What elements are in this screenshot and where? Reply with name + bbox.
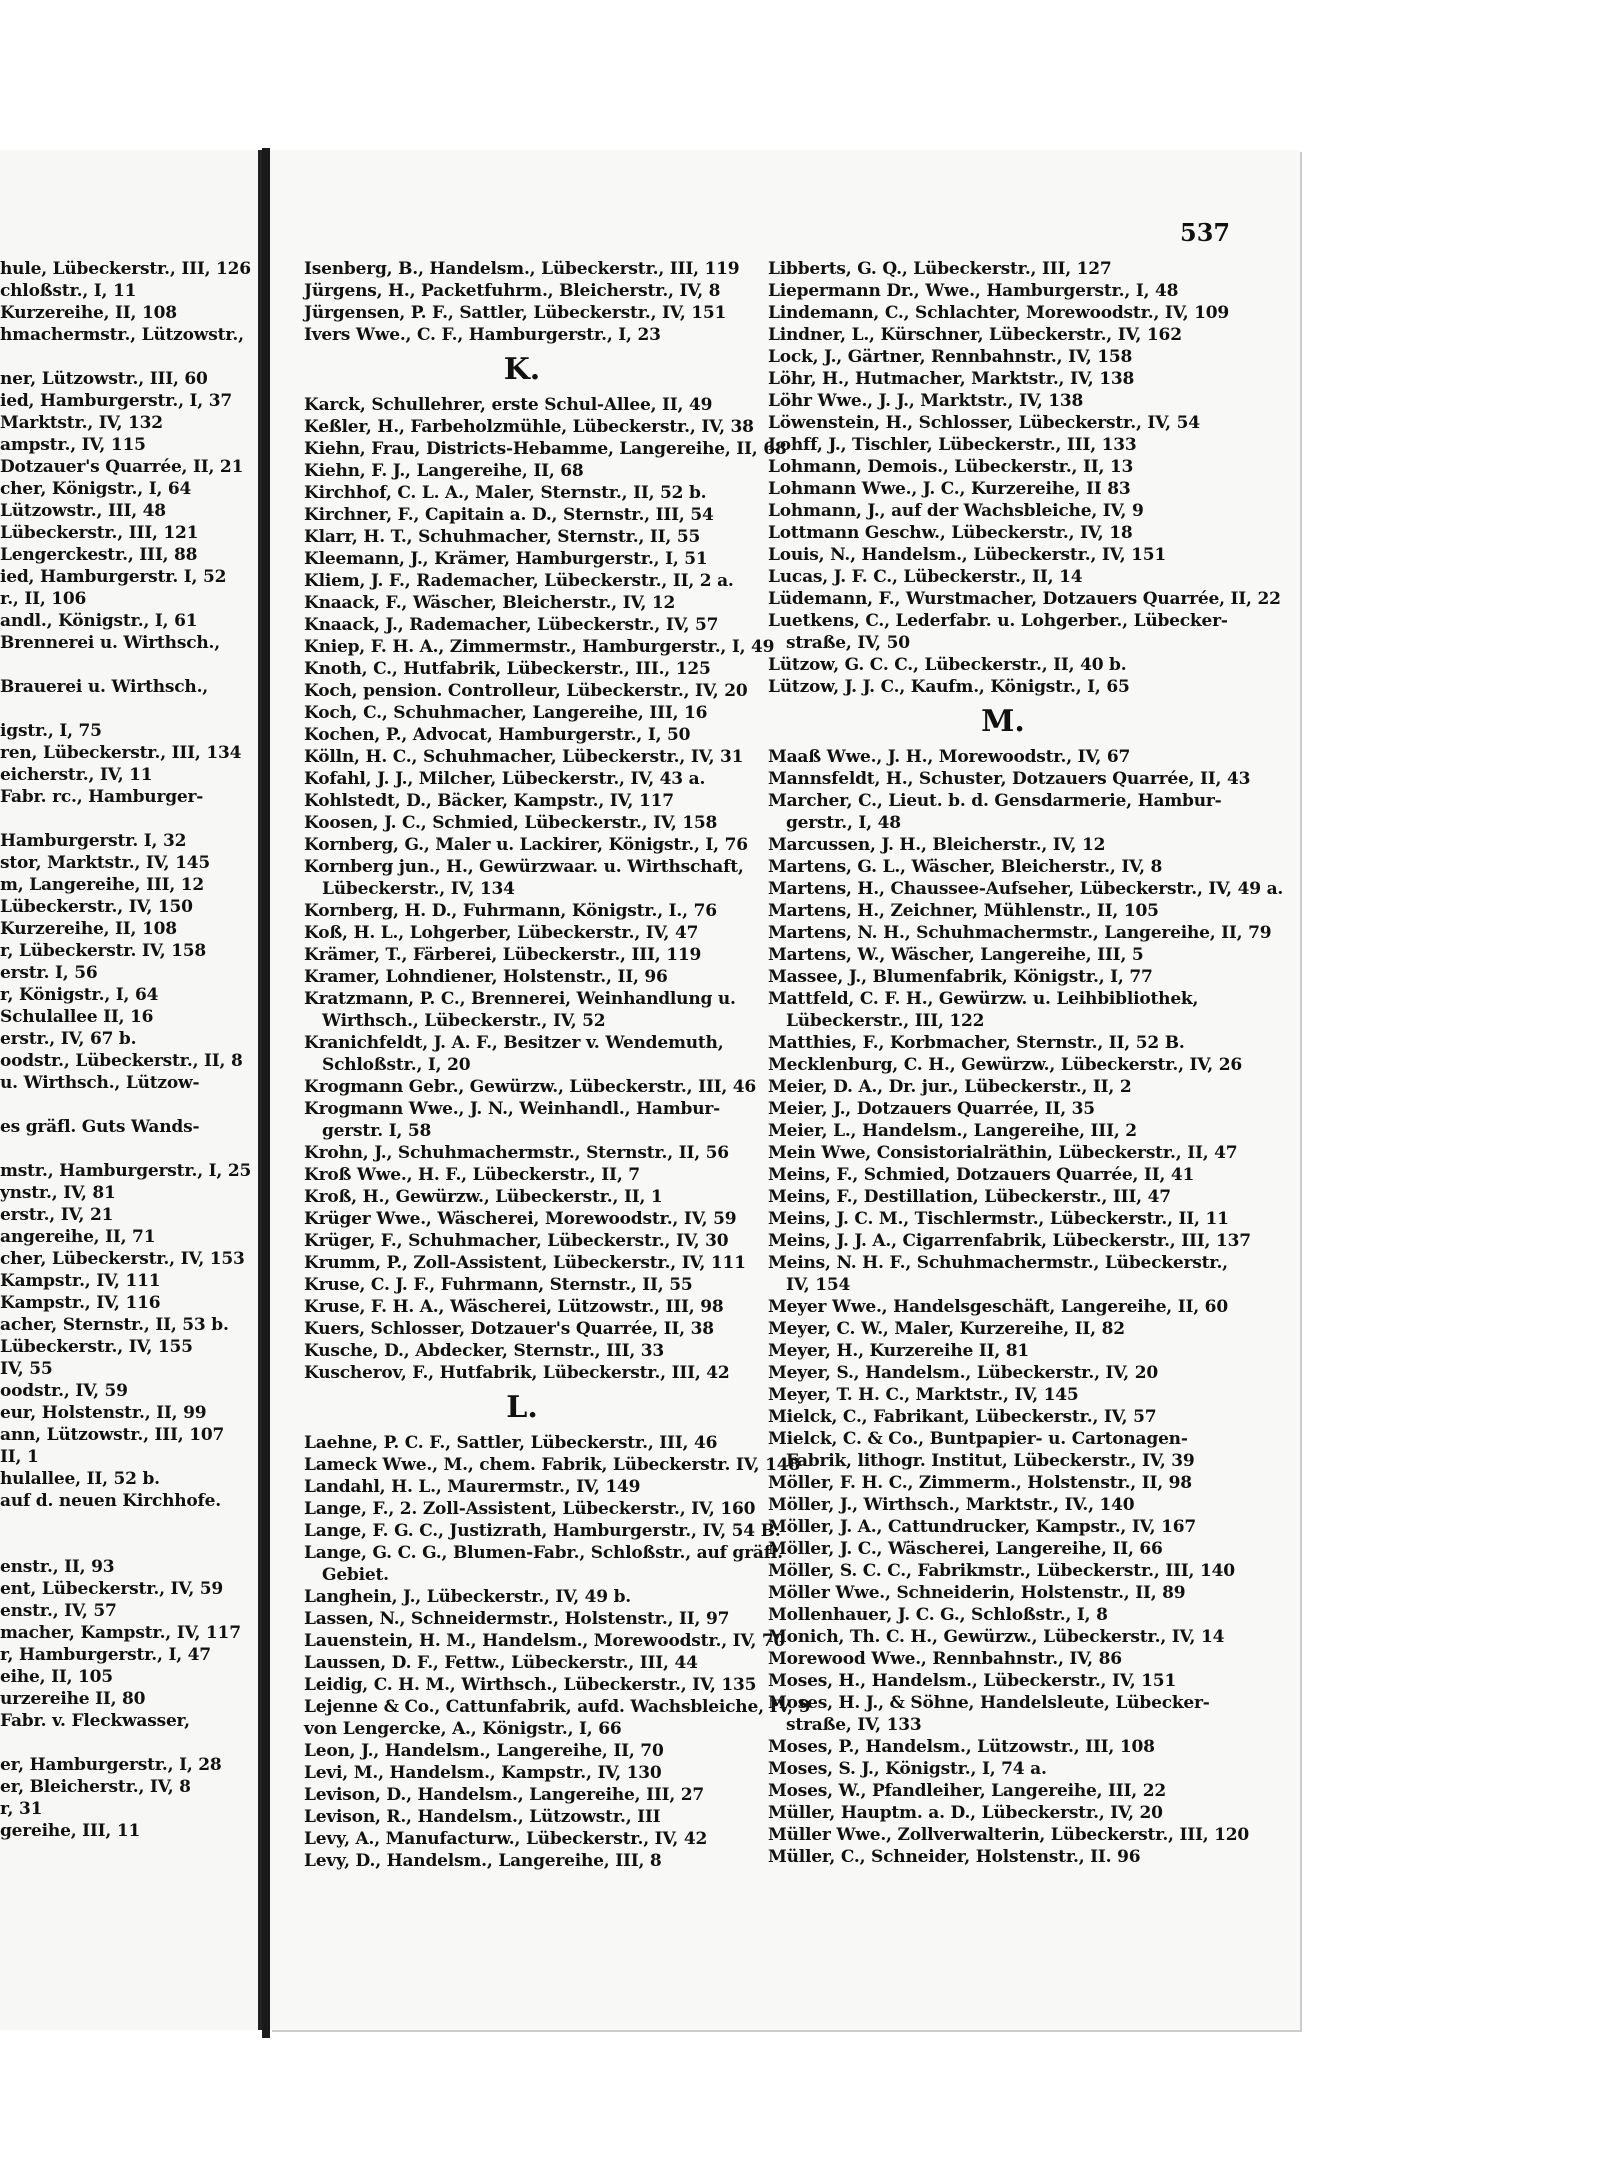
directory-entry: Müller, Hauptm. a. D., Lübeckerstr., IV, 20 (768, 1803, 1163, 1823)
directory-entry-fragment: enstr., IV, 57 (0, 1601, 117, 1621)
directory-entry-fragment: r., II, 106 (0, 589, 87, 609)
directory-entry: Krogmann Wwe., J. N., Weinhandl., Hambur- (304, 1099, 720, 1119)
directory-entry-fragment: m, Langereihe, III, 12 (0, 875, 205, 895)
directory-entry-fragment (0, 1534, 258, 1556)
directory-entry: Kroß, H., Gewürzw., Lübeckerstr., II, 1 (304, 1187, 663, 1207)
directory-entry-fragment (0, 654, 258, 676)
directory-entry: Kranichfeldt, J. A. F., Besitzer v. Wendemuth, (304, 1033, 724, 1053)
directory-entry-fragment: ampstr., IV, 115 (0, 435, 146, 455)
directory-entry: Lützow, J. J. C., Kaufm., Königstr., I, 65 (768, 677, 1130, 697)
directory-entry: Knaack, J., Rademacher, Lübeckerstr., IV, 57 (304, 615, 719, 635)
directory-entry: Lange, G. C. G., Blumen-Fabr., Schloßstr., auf gräfl. (304, 1543, 783, 1563)
directory-entry: Meyer, C. W., Maler, Kurzereihe, II, 82 (768, 1319, 1125, 1339)
directory-entry-fragment: ent, Lübeckerstr., IV, 59 (0, 1579, 224, 1599)
directory-entry-fragment: urzereihe II, 80 (0, 1689, 146, 1709)
directory-entry: Kruse, F. H. A., Wäscherei, Lützowstr., III, 98 (304, 1297, 724, 1317)
directory-entry-continuation: IV, 154 (786, 1275, 851, 1295)
directory-entry-fragment: Marktstr., IV, 132 (0, 413, 163, 433)
directory-entry-fragment: IV, 55 (0, 1359, 53, 1379)
directory-entry-fragment: Hamburgerstr. I, 32 (0, 831, 187, 851)
directory-entry-fragment: andl., Königstr., I, 61 (0, 611, 198, 631)
directory-entry-fragment: Lützowstr., III, 48 (0, 501, 166, 521)
directory-entry: Meins, F., Schmied, Dotzauers Quarrée, II, 41 (768, 1165, 1195, 1185)
directory-entry: Martens, H., Chaussee-Aufseher, Lübeckerstr., IV, 49 a. (768, 879, 1284, 899)
directory-entry: Knaack, F., Wäscher, Bleicherstr., IV, 12 (304, 593, 676, 613)
directory-entry-fragment: cher, Königstr., I, 64 (0, 479, 192, 499)
directory-entry-fragment: igstr., I, 75 (0, 721, 102, 741)
directory-entry: Meier, J., Dotzauers Quarrée, II, 35 (768, 1099, 1095, 1119)
directory-entry-fragment: cher, Lübeckerstr., IV, 153 (0, 1249, 245, 1269)
directory-entry-fragment: ied, Hamburgerstr. I, 52 (0, 567, 227, 587)
directory-entry: Monich, Th. C. H., Gewürzw., Lübeckerstr., IV, 14 (768, 1627, 1225, 1647)
directory-entry: Lohmann, Demois., Lübeckerstr., II, 13 (768, 457, 1134, 477)
directory-entry: Marcher, C., Lieut. b. d. Gensdarmerie, Hambur- (768, 791, 1222, 811)
directory-entry-fragment: Kampstr., IV, 111 (0, 1271, 161, 1291)
directory-entry-fragment: Brauerei u. Wirthsch., (0, 677, 209, 697)
directory-entry: Meyer, T. H. C., Marktstr., IV, 145 (768, 1385, 1079, 1405)
directory-entry-fragment: oodstr., Lübeckerstr., II, 8 (0, 1051, 243, 1071)
section-letter-heading: M. (981, 704, 1025, 739)
directory-entry: Kramer, Lohndiener, Holstenstr., II, 96 (304, 967, 668, 987)
directory-entry: Kirchhof, C. L. A., Maler, Sternstr., II, 52 b. (304, 483, 707, 503)
directory-entry: Mannsfeldt, H., Schuster, Dotzauers Quarrée, II, 43 (768, 769, 1251, 789)
directory-entry-fragment: Dotzauer's Quarrée, II, 21 (0, 457, 244, 477)
directory-entry: Mielck, C. & Co., Buntpapier- u. Cartonagen- (768, 1429, 1188, 1449)
directory-entry-fragment: Lengerckestr., III, 88 (0, 545, 198, 565)
directory-entry-fragment: ren, Lübeckerstr., III, 134 (0, 743, 242, 763)
directory-entry-fragment (0, 1732, 258, 1754)
directory-entry: Meier, D. A., Dr. jur., Lübeckerstr., II, 2 (768, 1077, 1132, 1097)
directory-entry: Leidig, C. H. M., Wirthsch., Lübeckerstr., IV, 135 (304, 1675, 757, 1695)
directory-entry: Kornberg, G., Maler u. Lackirer, Königstr., I, 76 (304, 835, 748, 855)
directory-entry: Lange, F., 2. Zoll-Assistent, Lübeckerstr., IV, 160 (304, 1499, 756, 1519)
directory-entry: Kölln, H. C., Schuhmacher, Lübeckerstr., IV, 31 (304, 747, 744, 767)
directory-entry: Meyer, S., Handelsm., Lübeckerstr., IV, 20 (768, 1363, 1158, 1383)
directory-entry-fragment: eur, Holstenstr., II, 99 (0, 1403, 207, 1423)
directory-entry: Möller, F. H. C., Zimmerm., Holstenstr., II, 98 (768, 1473, 1192, 1493)
directory-entry-fragment: chloßstr., I, 11 (0, 281, 137, 301)
directory-entry-fragment: Lübeckerstr., III, 121 (0, 523, 199, 543)
directory-entry-fragment: ner, Lützowstr., III, 60 (0, 369, 208, 389)
section-letter-heading: L. (506, 1390, 538, 1425)
directory-entry-fragment: hule, Lübeckerstr., III, 126 (0, 259, 251, 279)
directory-entry: Lameck Wwe., M., chem. Fabrik, Lübeckerstr. IV, 148 (304, 1455, 800, 1475)
directory-entry-fragment: erstr. I, 56 (0, 963, 98, 983)
directory-entry: von Lengercke, A., Königstr., I, 66 (304, 1719, 622, 1739)
directory-entry: Kratzmann, P. C., Brennerei, Weinhandlung u. (304, 989, 736, 1009)
directory-entry: Löhr, H., Hutmacher, Marktstr., IV, 138 (768, 369, 1135, 389)
directory-entry: Martens, G. L., Wäscher, Bleicherstr., IV, 8 (768, 857, 1163, 877)
directory-entry-continuation: Lübeckerstr., IV, 134 (322, 879, 515, 899)
directory-entry-continuation: gerstr., I, 48 (786, 813, 901, 833)
directory-entry: Isenberg, B., Handelsm., Lübeckerstr., III, 119 (304, 259, 740, 279)
page-number: 537 (1180, 218, 1231, 247)
directory-entry-fragment: r, Königstr., I, 64 (0, 985, 159, 1005)
directory-column-left (304, 258, 811, 1872)
directory-entry-fragment: erstr., IV, 21 (0, 1205, 114, 1225)
directory-entry: Levison, R., Handelsm., Lützowstr., III (304, 1807, 661, 1827)
directory-entry: Meins, N. H. F., Schuhmachermstr., Lübeckerstr., (768, 1253, 1228, 1273)
directory-entry-fragment (0, 1138, 258, 1160)
directory-entry-continuation: Gebiet. (322, 1565, 389, 1585)
directory-entry: Kuers, Schlosser, Dotzauer's Quarrée, II, 38 (304, 1319, 714, 1339)
directory-entry: Moses, P., Handelsm., Lützowstr., III, 108 (768, 1737, 1155, 1757)
directory-entry: Langhein, J., Lübeckerstr., IV, 49 b. (304, 1587, 632, 1607)
directory-entry: Morewood Wwe., Rennbahnstr., IV, 86 (768, 1649, 1122, 1669)
directory-entry: Matthies, F., Korbmacher, Sternstr., II, 52 B. (768, 1033, 1185, 1053)
directory-entry-fragment: Lübeckerstr., IV, 150 (0, 897, 193, 917)
directory-entry: Lützow, G. C. C., Lübeckerstr., II, 40 b. (768, 655, 1127, 675)
directory-entry: Meins, F., Destillation, Lübeckerstr., III, 47 (768, 1187, 1171, 1207)
left-page-column (0, 258, 258, 1842)
directory-entry: Möller Wwe., Schneiderin, Holstenstr., II, 89 (768, 1583, 1186, 1603)
directory-entry-fragment: gereihe, III, 11 (0, 1821, 141, 1841)
directory-entry: Kniep, F. H. A., Zimmermstr., Hamburgerstr., I, 49 (304, 637, 775, 657)
directory-entry: Luetkens, C., Lederfabr. u. Lohgerber., Lübecker- (768, 611, 1228, 631)
directory-entry-fragment: u. Wirthsch., Lützow- (0, 1073, 200, 1093)
directory-entry: Libberts, G. Q., Lübeckerstr., III, 127 (768, 259, 1112, 279)
directory-entry: Kliem, J. F., Rademacher, Lübeckerstr., II, 2 a. (304, 571, 734, 591)
book-gutter (262, 148, 270, 2038)
directory-entry: Keßler, H., Farbeholzmühle, Lübeckerstr., IV, 38 (304, 417, 754, 437)
directory-entry: Kofahl, J. J., Milcher, Lübeckerstr., IV, 43 a. (304, 769, 706, 789)
directory-entry: Möller, J., Wirthsch., Marktstr., IV., 140 (768, 1495, 1135, 1515)
directory-entry: Knoth, C., Hutfabrik, Lübeckerstr., III., 125 (304, 659, 711, 679)
directory-entry: Koch, pension. Controlleur, Lübeckerstr., IV, 20 (304, 681, 748, 701)
directory-entry: Martens, H., Zeichner, Mühlenstr., II, 105 (768, 901, 1159, 921)
directory-entry-fragment (0, 698, 258, 720)
directory-entry: Lock, J., Gärtner, Rennbahnstr., IV, 158 (768, 347, 1133, 367)
directory-entry: Krohn, J., Schuhmachermstr., Sternstr., II, 56 (304, 1143, 729, 1163)
directory-entry: Jürgens, H., Packetfuhrm., Bleicherstr., IV, 8 (304, 281, 721, 301)
directory-entry-fragment: hmachermstr., Lützowstr., (0, 325, 244, 345)
directory-entry: Levy, A., Manufacturw., Lübeckerstr., IV, 42 (304, 1829, 708, 1849)
directory-entry-continuation: Wirthsch., Lübeckerstr., IV, 52 (322, 1011, 606, 1031)
directory-entry: Louis, N., Handelsm., Lübeckerstr., IV, 151 (768, 545, 1167, 565)
directory-entry-fragment: stor, Marktstr., IV, 145 (0, 853, 211, 873)
directory-entry: Moses, S. J., Königstr., I, 74 a. (768, 1759, 1047, 1779)
directory-entry: Kiehn, F. J., Langereihe, II, 68 (304, 461, 584, 481)
directory-entry: Laehne, P. C. F., Sattler, Lübeckerstr., III, 46 (304, 1433, 718, 1453)
directory-entry-fragment: II, 1 (0, 1447, 39, 1467)
directory-entry: Lauenstein, H. M., Handelsm., Morewoodstr., IV, 70 (304, 1631, 786, 1651)
directory-entry-continuation: Lübeckerstr., III, 122 (786, 1011, 985, 1031)
directory-entry: Maaß Wwe., J. H., Morewoodstr., IV, 67 (768, 747, 1131, 767)
directory-entry-continuation: straße, IV, 133 (786, 1715, 922, 1735)
directory-entry-fragment (0, 808, 258, 830)
directory-entry: Mattfeld, C. F. H., Gewürzw. u. Leihbibliothek, (768, 989, 1199, 1009)
directory-entry: Lohmann Wwe., J. C., Kurzereihe, II 83 (768, 479, 1131, 499)
directory-entry-fragment: ied, Hamburgerstr., I, 37 (0, 391, 232, 411)
directory-entry: Kiehn, Frau, Districts-Hebamme, Langereihe, II, 68 (304, 439, 787, 459)
directory-entry-fragment: r, Hamburgerstr., I, 47 (0, 1645, 211, 1665)
directory-entry: Krüger, F., Schuhmacher, Lübeckerstr., IV, 30 (304, 1231, 729, 1251)
directory-entry-fragment: ynstr., IV, 81 (0, 1183, 116, 1203)
directory-entry-fragment: Lübeckerstr., IV, 155 (0, 1337, 193, 1357)
directory-entry: Kroß Wwe., H. F., Lübeckerstr., II, 7 (304, 1165, 640, 1185)
directory-entry-fragment: ann, Lützowstr., III, 107 (0, 1425, 225, 1445)
directory-entry: Lindner, L., Kürschner, Lübeckerstr., IV, 162 (768, 325, 1182, 345)
directory-entry: Müller Wwe., Zollverwalterin, Lübeckerstr., III, 120 (768, 1825, 1250, 1845)
directory-entry: Kuscherov, F., Hutfabrik, Lübeckerstr., III, 42 (304, 1363, 730, 1383)
directory-entry: Martens, N. H., Schuhmachermstr., Langereihe, II, 79 (768, 923, 1272, 943)
directory-entry-fragment: es gräfl. Guts Wands- (0, 1117, 200, 1137)
directory-entry: Möller, S. C. C., Fabrikmstr., Lübeckerstr., III, 140 (768, 1561, 1235, 1581)
directory-entry-fragment: eihe, II, 105 (0, 1667, 113, 1687)
directory-entry-fragment: Kurzereihe, II, 108 (0, 919, 177, 939)
directory-entry: Lassen, N., Schneidermstr., Holstenstr., II, 97 (304, 1609, 730, 1629)
directory-entry: Jürgensen, P. F., Sattler, Lübeckerstr., IV, 151 (304, 303, 727, 323)
directory-entry-fragment: angereihe, II, 71 (0, 1227, 156, 1247)
directory-entry: Liepermann Dr., Wwe., Hamburgerstr., I, 48 (768, 281, 1179, 301)
directory-entry-fragment: erstr., IV, 67 b. (0, 1029, 137, 1049)
directory-entry: Levy, D., Handelsm., Langereihe, III, 8 (304, 1851, 662, 1871)
directory-entry: Lange, F. G. C., Justizrath, Hamburgerstr., IV, 54 B. (304, 1521, 781, 1541)
directory-entry-fragment (0, 1094, 258, 1116)
directory-entry: Landahl, H. L., Maurermstr., IV, 149 (304, 1477, 641, 1497)
directory-entry-fragment: Kampstr., IV, 116 (0, 1293, 161, 1313)
directory-entry: Meier, L., Handelsm., Langereihe, III, 2 (768, 1121, 1137, 1141)
directory-entry-fragment (0, 346, 258, 368)
directory-entry: Marcussen, J. H., Bleicherstr., IV, 12 (768, 835, 1106, 855)
directory-entry-fragment: Brennerei u. Wirthsch., (0, 633, 220, 653)
directory-entry: Mecklenburg, C. H., Gewürzw., Lübeckerstr., IV, 26 (768, 1055, 1242, 1075)
directory-entry-fragment: er, Bleicherstr., IV, 8 (0, 1777, 191, 1797)
directory-entry-fragment: Kurzereihe, II, 108 (0, 303, 177, 323)
directory-entry: Levison, D., Handelsm., Langereihe, III, 27 (304, 1785, 705, 1805)
directory-entry: Möller, J. C., Wäscherei, Langereihe, II, 66 (768, 1539, 1163, 1559)
directory-entry: Krämer, T., Färberei, Lübeckerstr., III, 119 (304, 945, 702, 965)
directory-entry: Klarr, H. T., Schuhmacher, Sternstr., II, 55 (304, 527, 701, 547)
directory-entry: Koosen, J. C., Schmied, Lübeckerstr., IV, 158 (304, 813, 718, 833)
directory-entry: Moses, W., Pfandleiher, Langereihe, III, 22 (768, 1781, 1166, 1801)
directory-entry: Koß, H. L., Lohgerber, Lübeckerstr., IV, 47 (304, 923, 699, 943)
directory-entry-continuation: Fabrik, lithogr. Institut, Lübeckerstr., IV, 39 (786, 1451, 1195, 1471)
directory-entry-continuation: Schloßstr., I, 20 (322, 1055, 471, 1075)
directory-entry-fragment: acher, Sternstr., II, 53 b. (0, 1315, 229, 1335)
directory-entry: Möller, J. A., Cattundrucker, Kampstr., IV, 167 (768, 1517, 1196, 1537)
left-page-fragment (0, 150, 262, 2030)
directory-entry: Lohmann, J., auf der Wachsbleiche, IV, 9 (768, 501, 1144, 521)
directory-entry: Martens, W., Wäscher, Langereihe, III, 5 (768, 945, 1144, 965)
directory-entry: Kusche, D., Abdecker, Sternstr., III, 33 (304, 1341, 665, 1361)
directory-entry-fragment: hulallee, II, 52 b. (0, 1469, 160, 1489)
directory-entry: Lindemann, C., Schlachter, Morewoodstr., IV, 109 (768, 303, 1230, 323)
directory-entry-fragment: Fabr. rc., Hamburger- (0, 787, 204, 807)
directory-entry-fragment: er, Hamburgerstr., I, 28 (0, 1755, 222, 1775)
directory-entry-fragment: auf d. neuen Kirchhofe. (0, 1491, 222, 1511)
directory-entry-fragment: eicherstr., IV, 11 (0, 765, 153, 785)
directory-entry: Ivers Wwe., C. F., Hamburgerstr., I, 23 (304, 325, 661, 345)
directory-entry: Löwenstein, H., Schlosser, Lübeckerstr., IV, 54 (768, 413, 1200, 433)
directory-entry: Massee, J., Blumenfabrik, Königstr., I, 77 (768, 967, 1153, 987)
directory-entry: Meyer Wwe., Handelsgeschäft, Langereihe, II, 60 (768, 1297, 1228, 1317)
directory-entry: Krogmann Gebr., Gewürzw., Lübeckerstr., III, 46 (304, 1077, 757, 1097)
directory-entry: Mein Wwe, Consistorialräthin, Lübeckerstr., II, 47 (768, 1143, 1238, 1163)
directory-entry: Meins, J. C. M., Tischlermstr., Lübeckerstr., II, 11 (768, 1209, 1229, 1229)
directory-entry: Kirchner, F., Capitain a. D., Sternstr., III, 54 (304, 505, 714, 525)
directory-entry: Meyer, H., Kurzereihe II, 81 (768, 1341, 1030, 1361)
directory-entry-continuation: gerstr. I, 58 (322, 1121, 432, 1141)
directory-entry-fragment: r, 31 (0, 1799, 43, 1819)
directory-entry: Koch, C., Schuhmacher, Langereihe, III, 16 (304, 703, 708, 723)
directory-entry: Kornberg jun., H., Gewürzwaar. u. Wirthschaft, (304, 857, 744, 877)
directory-entry: Mollenhauer, J. C. G., Schloßstr., I, 8 (768, 1605, 1108, 1625)
directory-entry-fragment: macher, Kampstr., IV, 117 (0, 1623, 241, 1643)
directory-entry-fragment: mstr., Hamburgerstr., I, 25 (0, 1161, 252, 1181)
directory-entry: Lottmann Geschw., Lübeckerstr., IV, 18 (768, 523, 1133, 543)
right-page (270, 150, 1300, 2030)
directory-entry-fragment: enstr., II, 93 (0, 1557, 115, 1577)
directory-entry: Kohlstedt, D., Bäcker, Kampstr., IV, 117 (304, 791, 674, 811)
directory-entry: Krüger Wwe., Wäscherei, Morewoodstr., IV, 59 (304, 1209, 737, 1229)
directory-entry: Kornberg, H. D., Fuhrmann, Königstr., I., 76 (304, 901, 717, 921)
directory-entry-fragment: Schulallee II, 16 (0, 1007, 154, 1027)
directory-entry-fragment: oodstr., IV, 59 (0, 1381, 128, 1401)
directory-entry-fragment (0, 1512, 258, 1534)
directory-entry: Mielck, C., Fabrikant, Lübeckerstr., IV, 57 (768, 1407, 1157, 1427)
directory-entry: Kruse, C. J. F., Fuhrmann, Sternstr., II, 55 (304, 1275, 693, 1295)
directory-entry: Laussen, D. F., Fettw., Lübeckerstr., III, 44 (304, 1653, 698, 1673)
directory-entry: Lejenne & Co., Cattunfabrik, aufd. Wachsbleiche, IV, 9 (304, 1697, 811, 1717)
directory-entry: Lüdemann, F., Wurstmacher, Dotzauers Quarrée, II, 22 (768, 589, 1281, 609)
directory-entry: Leon, J., Handelsm., Langereihe, II, 70 (304, 1741, 664, 1761)
directory-entry: Löhr Wwe., J. J., Marktstr., IV, 138 (768, 391, 1084, 411)
directory-entry: Meins, J. J. A., Cigarrenfabrik, Lübeckerstr., III, 137 (768, 1231, 1251, 1251)
directory-entry: Moses, H., Handelsm., Lübeckerstr., IV, 151 (768, 1671, 1177, 1691)
directory-entry: Müller, C., Schneider, Holstenstr., II. 96 (768, 1847, 1141, 1867)
directory-entry: Krumm, P., Zoll-Assistent, Lübeckerstr., IV, 111 (304, 1253, 746, 1273)
section-letter-heading: K. (503, 352, 541, 387)
directory-entry: Levi, M., Handelsm., Kampstr., IV, 130 (304, 1763, 662, 1783)
directory-entry: Kochen, P., Advocat, Hamburgerstr., I, 50 (304, 725, 691, 745)
directory-entry: Kleemann, J., Krämer, Hamburgerstr., I, 51 (304, 549, 708, 569)
directory-entry-fragment: Fabr. v. Fleckwasser, (0, 1711, 190, 1731)
directory-entry-fragment: r, Lübeckerstr. IV, 158 (0, 941, 207, 961)
directory-entry: Lucas, J. F. C., Lübeckerstr., II, 14 (768, 567, 1083, 587)
directory-entry-continuation: straße, IV, 50 (786, 633, 910, 653)
directory-column-right (768, 258, 1284, 1868)
directory-entry: Lohff, J., Tischler, Lübeckerstr., III, 133 (768, 435, 1137, 455)
directory-entry: Karck, Schullehrer, erste Schul-Allee, II, 49 (304, 395, 713, 415)
directory-entry: Moses, H. J., & Söhne, Handelsleute, Lübecker- (768, 1693, 1210, 1713)
